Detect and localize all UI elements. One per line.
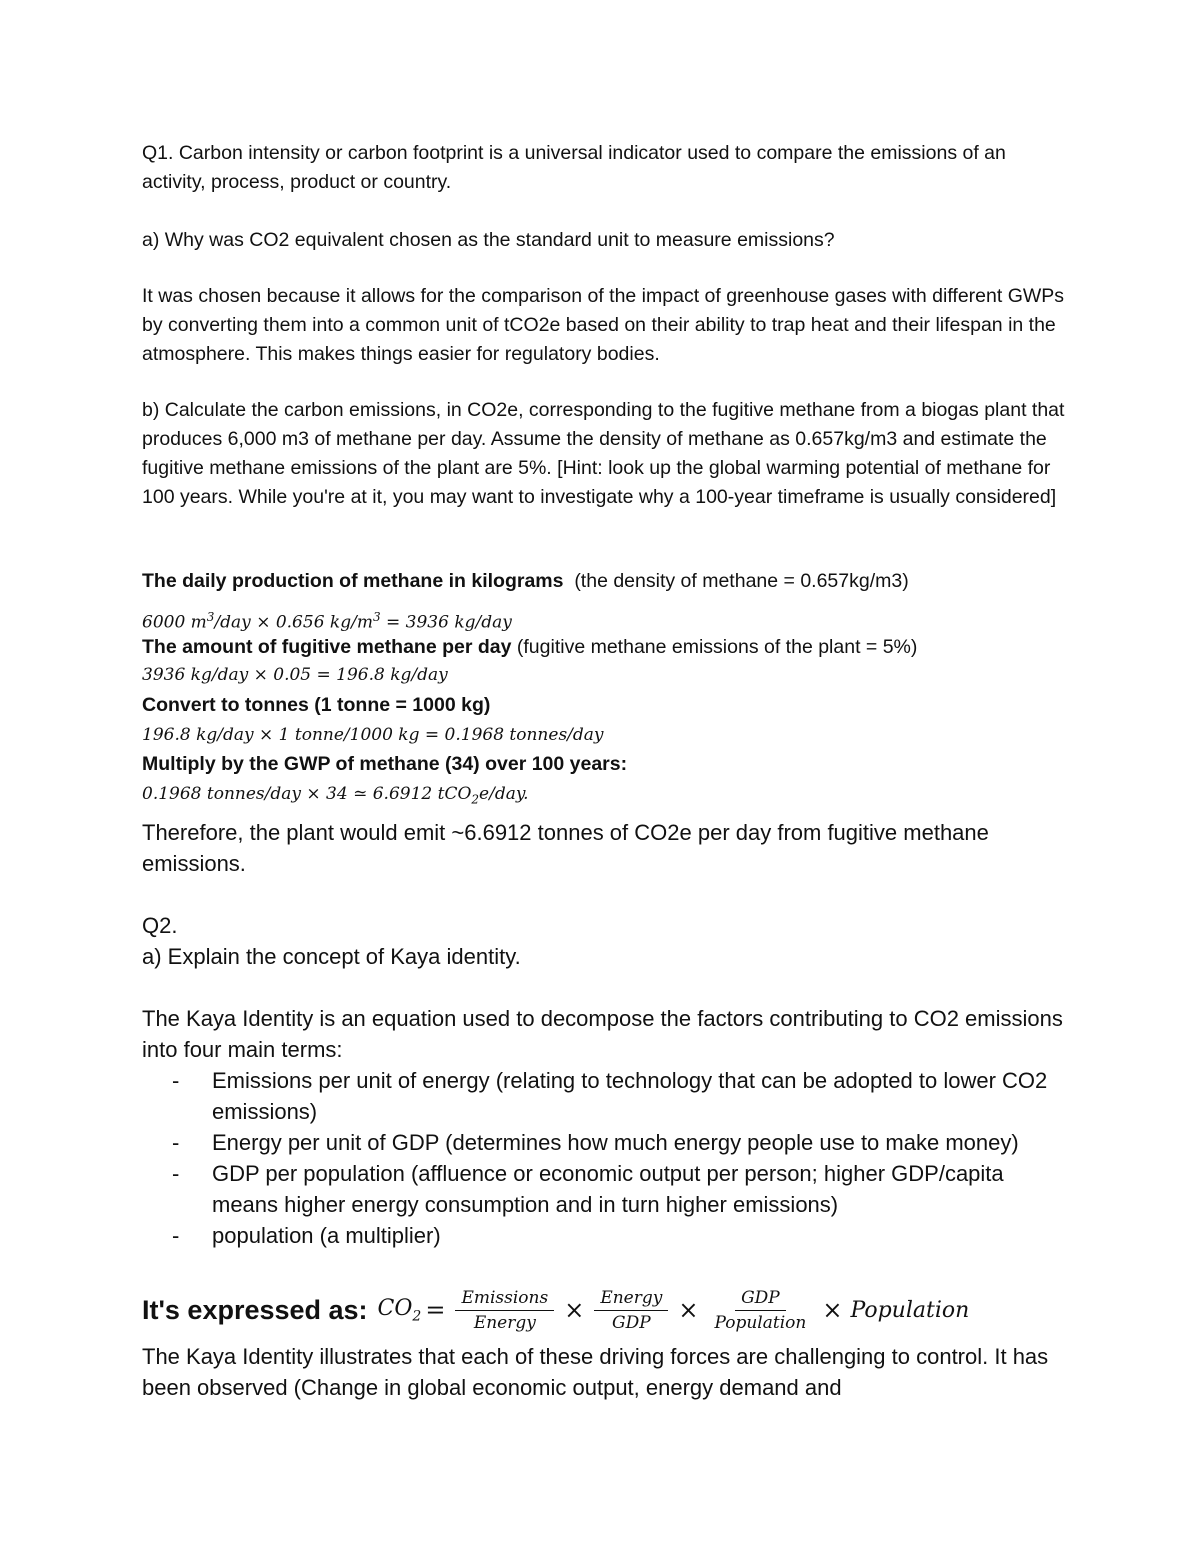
q2-closing: The Kaya Identity illustrates that each of these driving forces are challenging to control. It has been observed (Change in global economic output, energy demand and xyxy=(142,1344,1049,1400)
q2-title: Q2. xyxy=(142,913,178,938)
kaya-fraction-energy-gdp: $\frac{\text{Energy}}{\text{GDP}}$ xyxy=(594,1287,668,1334)
q1-a-answer: It was chosen because it allows for the comparison of the impact of greenhouse gases with different GWPs by converting them into a common unit of tCO2e based on their ability to trap heat and their lifespan in the atmosphere. This makes things easier for regulatory bodies. xyxy=(142,285,1065,365)
kaya-lhs: $CO_2$ xyxy=(377,1295,422,1325)
step4-heading: Multiply by the GWP of methane (34) over 100 years: xyxy=(142,753,628,775)
list-item: - Emissions per unit of energy (relating to technology that can be adopted to lower CO2 emissions) xyxy=(172,1068,1048,1124)
kaya-population-term: Population xyxy=(850,1297,970,1323)
list-item: - Energy per unit of GDP (determines how much energy people use to make money) xyxy=(172,1130,1019,1155)
step1-heading: The daily production of methane in kilograms xyxy=(142,570,564,592)
kaya-equation: It's expressed as: $CO_2$ = $\frac{\text{Emissions}}{\text{Energy}}$ × $\frac{\text{Energy}}{\text{GDP}}$ × $\frac{\text{GDP}}{\text{Population}}$ × Population xyxy=(142,1287,970,1333)
step2-equation: 3936 kg/day × 0.05 = 196.8 kg/day xyxy=(142,665,448,685)
step1-equation: 6000 $m^3$/day × 0.656 $kg/m^3 = 3936$ kg/day xyxy=(142,610,512,633)
step3-heading: Convert to tonnes (1 tonne = 1000 kg) xyxy=(142,694,491,716)
step4-equation: 0.1968 tonnes/day × 34 ≃ 6.6912 tCO$_2$e/day. xyxy=(142,784,529,807)
step2-note: (fugitive methane emissions of the plant = 5%) xyxy=(516,636,918,658)
kaya-lead-text: It's expressed as: xyxy=(142,1294,368,1325)
kaya-fraction-emissions-energy: $\frac{\text{Emissions}}{\text{Energy}}$ xyxy=(455,1287,554,1334)
q2-a-question: a) Explain the concept of Kaya identity. xyxy=(142,944,521,969)
list-item: - GDP per population (affluence or economic output per person; higher GDP/capita means higher energy consumption and in turn higher emissions) xyxy=(172,1161,1004,1217)
q1-intro: Q1. Carbon intensity or carbon footprint is a universal indicator used to compare the emissions of an activity, process, product or country. xyxy=(142,142,1006,193)
kaya-terms-list xyxy=(172,1065,1072,1251)
step2-line xyxy=(142,633,1072,662)
q1-a-question: a) Why was CO2 equivalent chosen as the standard unit to measure emissions? xyxy=(142,229,835,251)
q2-intro: The Kaya Identity is an equation used to decompose the factors contributing to CO2 emissions into four main terms: xyxy=(142,1006,1063,1062)
kaya-fraction-gdp-population: $\frac{\text{GDP}}{\text{Population}}$ xyxy=(714,1287,807,1333)
step3-equation: 196.8 kg/day × 1 tonne/1000 kg = 0.1968 tonnes/day xyxy=(142,725,604,745)
step1-note: (the density of methane = 0.657kg/m3) xyxy=(574,570,909,592)
q1-b-question: b) Calculate the carbon emissions, in CO2e, corresponding to the fugitive methane from a biogas plant that produces 6,000 m3 of methane per day. Assume the density of methane as 0.657kg/m3 and estimate the fugitive methane emissions of the plant are 5%. [Hint: look up the global warming potential of methane for 100 years. While you're at it, you may want to investigate why a 100-year timeframe is usually considered] xyxy=(142,399,1065,508)
step2-heading: The amount of fugitive methane per day xyxy=(142,636,512,658)
step1-line xyxy=(142,567,1072,596)
q1-conclusion: Therefore, the plant would emit ~6.6912 tonnes of CO2e per day from fugitive methane emissions. xyxy=(142,820,989,876)
list-item: - population (a multiplier) xyxy=(172,1223,441,1248)
